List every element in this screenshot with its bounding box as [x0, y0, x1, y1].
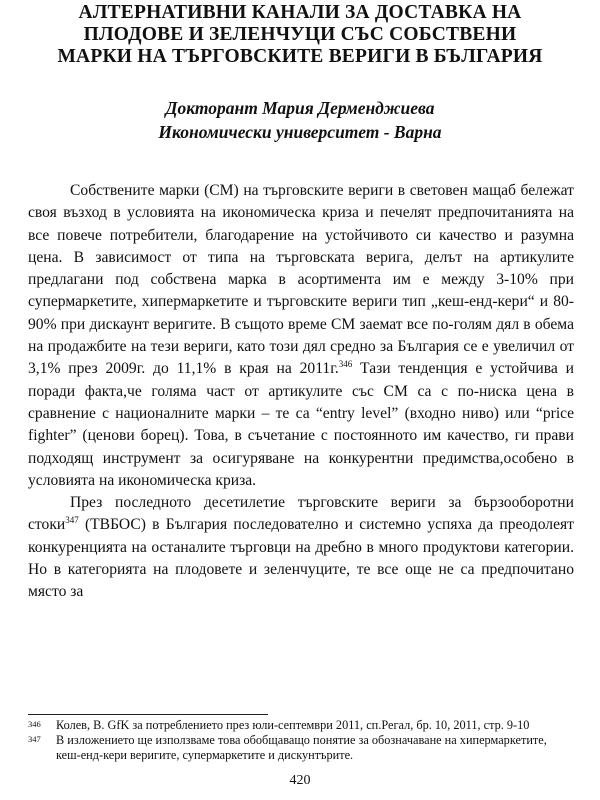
- paragraph-1-text-a: Собствените марки (СМ) на търговските вериги в световен мащаб бележат своя възход в условията на икономическа криза и печелят предпочитанията на все повече потребители, благодарение на устойчивото си качество и разумна цена. В зависимост от типа на търговската верига, делът на артикулите предлагани под собствена марка в асортимента им е между 3-10% при супермаркетите, хипермаркетите и търговските вериги тип „кеш-енд-кери“ и 80-90% при дискаунт веригите. В същото време СМ заемат все по-голям дял в обема на продажбите на тези вериги, като този дял средно за България се е увеличил от 3,1% през 2009г. до 11,1% в края на 2011г.: [28, 182, 574, 378]
- paragraph-1-text-b: Тази тенденция е устойчива и поради факта,че голяма част от артикулите със СМ са с по-ниска цена в сравнение с националните марки – те са “entry level” (входно ниво) или “price fighter” (ценови борец). Това, в съчетание с постоянното им качество, ги прави подходящ инструмент за осигуряване на конкурентни предимства,особено в условията на икономическа криза.: [28, 360, 574, 489]
- footnote-number: 347: [28, 734, 41, 745]
- paragraph-2-text-a: През последното десетилетие търговските вериги за бързооборотни стоки: [28, 494, 574, 534]
- footnote-divider: [28, 714, 268, 715]
- author-affiliation: Икономически университет - Варна: [158, 122, 442, 142]
- footnote-ref-347[interactable]: 347: [65, 515, 79, 526]
- title-line-2: ПЛОДОВЕ И ЗЕЛЕНЧУЦИ СЪС СОБСТВЕНИ: [83, 24, 517, 45]
- paragraph-2-text-b: (ТВБОС) в България последователно и системно успяха да преодолеят конкуренцията на останалите търговци на дребно в много продуктови категории. Но в категорията на плодовете и зеленчуците, те все още не са предпочитано място за: [28, 516, 574, 601]
- footnotes: [28, 718, 574, 764]
- footnote-ref-346[interactable]: 346: [338, 359, 353, 370]
- footnote-347: [28, 733, 574, 763]
- author-block: [40, 96, 560, 144]
- footnote-text: В изложението ще използваме това обобщаващо понятие за обозначаване на хипермаркетите, кеш-енд-кери веригите, супермаркетите и дискунтърите.: [56, 733, 547, 763]
- footnote-text: Колев, В. GfK за потреблението през юли-септември 2011, сп.Регал, бр. 10, 2011, стр. 9-10: [56, 718, 530, 732]
- author-name: Докторант Мария Дерменджиева: [165, 98, 435, 118]
- body-text: [28, 180, 574, 604]
- paragraph-1: [28, 180, 574, 492]
- paragraph-2: [28, 492, 574, 603]
- page-number: 420: [289, 773, 311, 788]
- article-title: [20, 2, 580, 68]
- footnote-346: [28, 718, 574, 733]
- title-line-1: АЛТЕРНАТИВНИ КАНАЛИ ЗА ДОСТАВКА НА: [78, 2, 522, 23]
- footnote-number: 346: [28, 719, 41, 729]
- title-line-3: МАРКИ НА ТЪРГОВСКИТЕ ВЕРИГИ В БЪЛГАРИЯ: [57, 46, 543, 67]
